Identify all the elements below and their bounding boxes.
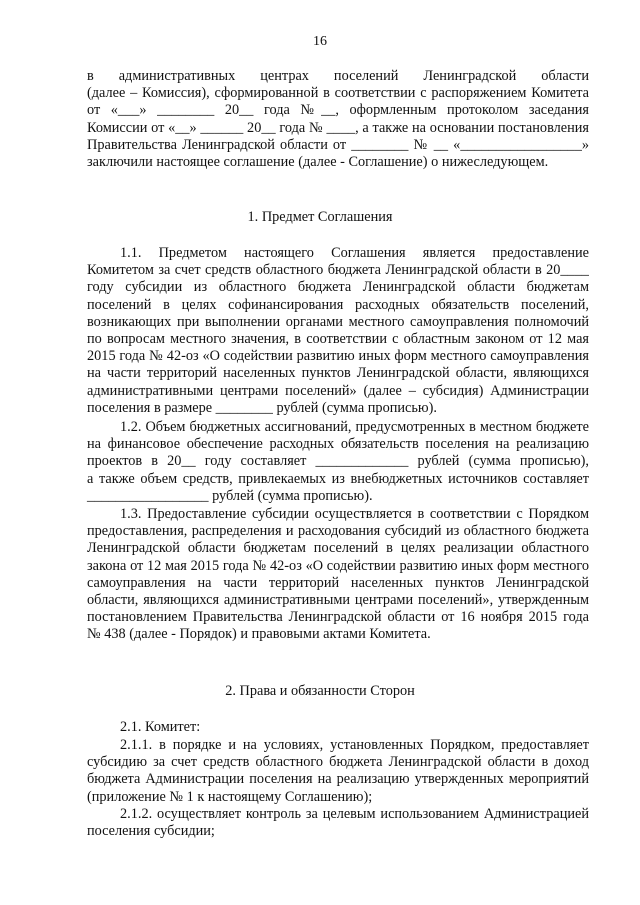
paragraph-1-1 bbox=[87, 245, 589, 417]
text-line: № 438 (далее - Порядок) и правовыми актами Комитета. bbox=[87, 626, 431, 643]
text-line: заключили настоящее соглашение (далее - Соглашение) о нижеследующем. bbox=[87, 154, 549, 171]
text-line: предоставления, распределения и расходования субсидий из областного бюджета bbox=[87, 523, 589, 540]
text-line: самоуправления на части территорий населенных пунктов Ленинградской bbox=[87, 574, 589, 591]
text-line: от «___» ________ 20__ года №__, оформленным протоколом заседания bbox=[87, 102, 589, 119]
text-line: на части территорий населенных пунктов Ленинградской области, являющихся bbox=[87, 365, 589, 382]
text-line: Комиссии от «__» ______ 20__ года № ____, а также на основании постановления bbox=[87, 119, 589, 136]
section-1-title: 1. Предмет Соглашения bbox=[247, 209, 393, 225]
text-line: закона от 12 мая 2015 года № 42-оз «О содействии развитию иных форм местного bbox=[87, 557, 589, 574]
text-line: административными центрами поселений» (далее – субсидия) Администрации bbox=[87, 382, 589, 399]
text-line: 1.2. Объем бюджетных ассигнований, предусмотренных в местном бюджете bbox=[120, 419, 589, 435]
text-line: (приложение № 1 к настоящему Соглашению); bbox=[87, 788, 373, 805]
page-number: 16 bbox=[313, 34, 327, 49]
paragraph-1-3 bbox=[87, 506, 589, 644]
text-line: по вопросам местного значения, в соответствии с областным законом от 12 мая bbox=[87, 331, 589, 348]
section-2-title: 2. Права и обязанности Сторон bbox=[225, 683, 415, 699]
text-line: поселения субсидии; bbox=[87, 823, 215, 840]
text-line: 1.1. Предметом настоящего Соглашения является предоставление bbox=[120, 245, 589, 261]
text-line: 2.1. Комитет: bbox=[120, 719, 201, 735]
text-line: поселения в размере ________ рублей (сумма прописью). bbox=[87, 399, 437, 416]
paragraph-2-1 bbox=[87, 719, 589, 736]
intro-paragraph bbox=[87, 68, 589, 171]
text-line: (далее – Комиссия), сформированной в соответствии с распоряжением Комитета bbox=[87, 85, 589, 102]
text-line: возникающих при выполнении органами местного самоуправления полномочий bbox=[87, 313, 589, 330]
text-line: бюджета Администрации поселения на реализацию утвержденных мероприятий bbox=[87, 771, 589, 788]
text-line: _________________ рублей (сумма прописью). bbox=[87, 487, 373, 504]
text-line: на финансовое обеспечение расходных обязательств поселения на реализацию bbox=[87, 436, 589, 453]
text-line: 2.1.1. в порядке и на условиях, установленных Порядком, предоставляет bbox=[120, 737, 589, 753]
paragraph-1-2 bbox=[87, 419, 589, 505]
paragraph-2-1-2 bbox=[87, 806, 589, 840]
text-line: Ленинградской области бюджетам поселений в целях реализации областного bbox=[87, 540, 589, 557]
text-line: проектов в 20__ году составляет _____________ рублей (сумма прописью), bbox=[87, 453, 589, 470]
text-line: а также объем средств, привлекаемых из внебюджетных источников составляет bbox=[87, 470, 589, 487]
text-line: году субсидии из областного бюджета Ленинградской области бюджетам bbox=[87, 279, 589, 296]
text-line: Правительства Ленинградской области от ________ № __ «_________________» bbox=[87, 136, 589, 153]
text-line: поселений в целях софинансирования расходных обязательств поселений, bbox=[87, 296, 589, 313]
text-line: 1.3. Предоставление субсидии осуществляется в соответствии с Порядком bbox=[120, 506, 589, 522]
text-line: 2.1.2. осуществляет контроль за целевым использованием Администрацией bbox=[120, 806, 589, 822]
paragraph-2-1-1 bbox=[87, 737, 589, 806]
text-line: области, являющихся административными центрами поселений», утвержденным bbox=[87, 592, 589, 609]
text-line: в административных центрах поселений Ленинградской области bbox=[87, 68, 589, 84]
text-line: 2015 года № 42-оз «О содействии развитию иных форм местного самоуправления bbox=[87, 348, 589, 365]
text-line: постановлением Правительства Ленинградской области от 16 ноября 2015 года bbox=[87, 609, 589, 626]
text-line: субсидию за счет средств областного бюджета Ленинградской области в доход bbox=[87, 754, 589, 771]
text-line: Комитетом за счет средств областного бюджета Ленинградской области в 20____ bbox=[87, 262, 589, 279]
